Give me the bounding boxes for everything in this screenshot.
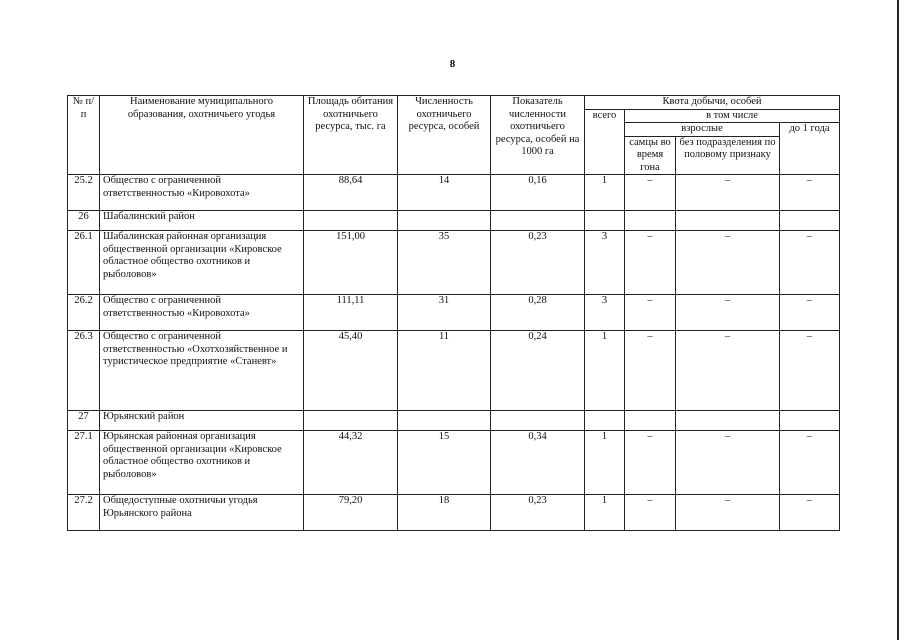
row-number-cell: 27 bbox=[68, 411, 100, 431]
row-nosex-cell: – bbox=[676, 431, 780, 495]
row-total-cell: 1 bbox=[585, 331, 625, 411]
table-row bbox=[68, 331, 840, 411]
row-total-cell: 1 bbox=[585, 175, 625, 211]
table-row bbox=[68, 175, 840, 211]
row-name-cell: Юрьянский район bbox=[100, 411, 304, 431]
quota-table bbox=[67, 95, 840, 531]
row-index-cell bbox=[491, 211, 585, 231]
row-total-cell bbox=[585, 211, 625, 231]
row-total-cell: 3 bbox=[585, 231, 625, 295]
row-total-cell: 3 bbox=[585, 295, 625, 331]
header-area: Площадь обитания охотничьего ресурса, тыс. га bbox=[304, 96, 398, 175]
row-males-cell: – bbox=[625, 295, 676, 331]
header-young: до 1 года bbox=[780, 123, 840, 175]
row-nosex-cell bbox=[676, 211, 780, 231]
row-young-cell: – bbox=[780, 175, 840, 211]
table-row bbox=[68, 495, 840, 531]
row-count-cell: 35 bbox=[398, 231, 491, 295]
row-young-cell bbox=[780, 211, 840, 231]
row-name-cell: Шабалинская районная организация общественной организации «Кировское областное общество охотников и рыболовов» bbox=[100, 231, 304, 295]
row-young-cell: – bbox=[780, 495, 840, 531]
row-area-cell: 111,11 bbox=[304, 295, 398, 331]
row-area-cell: 79,20 bbox=[304, 495, 398, 531]
row-count-cell: 31 bbox=[398, 295, 491, 331]
row-young-cell: – bbox=[780, 431, 840, 495]
row-males-cell: – bbox=[625, 231, 676, 295]
page-number: 8 bbox=[449, 58, 456, 70]
row-number-cell: 26.1 bbox=[68, 231, 100, 295]
row-males-cell: – bbox=[625, 431, 676, 495]
row-area-cell: 45,40 bbox=[304, 331, 398, 411]
row-count-cell: 11 bbox=[398, 331, 491, 411]
row-total-cell: 1 bbox=[585, 495, 625, 531]
row-nosex-cell: – bbox=[676, 231, 780, 295]
row-number-cell: 27.2 bbox=[68, 495, 100, 531]
table-row bbox=[68, 431, 840, 495]
row-count-cell bbox=[398, 411, 491, 431]
row-name-cell: Общество с ограниченной ответственностью «Кировохота» bbox=[100, 175, 304, 211]
table-row bbox=[68, 295, 840, 331]
header-nosex: без подразделения по половому признаку bbox=[676, 136, 780, 175]
row-index-cell: 0,23 bbox=[491, 495, 585, 531]
row-count-cell bbox=[398, 211, 491, 231]
row-males-cell: – bbox=[625, 331, 676, 411]
row-total-cell: 1 bbox=[585, 431, 625, 495]
row-number-cell: 25.2 bbox=[68, 175, 100, 211]
header-quota: Квота добычи, особей bbox=[585, 96, 840, 110]
row-name-cell: Общедоступные охотничьи угодья Юрьянского района bbox=[100, 495, 304, 531]
row-index-cell: 0,23 bbox=[491, 231, 585, 295]
row-number-cell: 26 bbox=[68, 211, 100, 231]
row-area-cell bbox=[304, 211, 398, 231]
row-nosex-cell bbox=[676, 411, 780, 431]
row-young-cell bbox=[780, 411, 840, 431]
row-area-cell: 151,00 bbox=[304, 231, 398, 295]
row-count-cell: 14 bbox=[398, 175, 491, 211]
row-number-cell: 27.1 bbox=[68, 431, 100, 495]
row-area-cell: 88,64 bbox=[304, 175, 398, 211]
row-nosex-cell: – bbox=[676, 331, 780, 411]
header-count: Численность охотничьего ресурса, особей bbox=[398, 96, 491, 175]
header-adults: взрослые bbox=[625, 123, 780, 137]
row-nosex-cell: – bbox=[676, 495, 780, 531]
row-index-cell bbox=[491, 411, 585, 431]
row-area-cell bbox=[304, 411, 398, 431]
row-total-cell bbox=[585, 411, 625, 431]
row-nosex-cell: – bbox=[676, 175, 780, 211]
row-young-cell: – bbox=[780, 295, 840, 331]
header-males: самцы во время гона bbox=[625, 136, 676, 175]
header-total: всего bbox=[585, 109, 625, 175]
row-count-cell: 15 bbox=[398, 431, 491, 495]
row-young-cell: – bbox=[780, 231, 840, 295]
row-count-cell: 18 bbox=[398, 495, 491, 531]
row-index-cell: 0,34 bbox=[491, 431, 585, 495]
row-index-cell: 0,24 bbox=[491, 331, 585, 411]
header-index: Показатель численности охотничьего ресурса, особей на 1000 га bbox=[491, 96, 585, 175]
row-males-cell bbox=[625, 211, 676, 231]
table-row bbox=[68, 411, 840, 431]
row-name-cell: Общество с ограниченной ответственностью «Охотхозяйственное и туристическое предприятие «Станевт» bbox=[100, 331, 304, 411]
row-name-cell: Шабалинский район bbox=[100, 211, 304, 231]
row-number-cell: 26.3 bbox=[68, 331, 100, 411]
row-index-cell: 0,16 bbox=[491, 175, 585, 211]
row-number-cell: 26.2 bbox=[68, 295, 100, 331]
row-males-cell bbox=[625, 411, 676, 431]
row-males-cell: – bbox=[625, 175, 676, 211]
table-row bbox=[68, 211, 840, 231]
table-body bbox=[68, 175, 840, 531]
header-including: в том числе bbox=[625, 109, 840, 123]
row-index-cell: 0,28 bbox=[491, 295, 585, 331]
row-males-cell: – bbox=[625, 495, 676, 531]
header-no: № п/п bbox=[68, 96, 100, 175]
header-name: Наименование муниципального образования, охотничьего угодья bbox=[100, 96, 304, 175]
scan-edge-line bbox=[897, 0, 899, 640]
row-name-cell: Общество с ограниченной ответственностью «Кировохота» bbox=[100, 295, 304, 331]
row-area-cell: 44,32 bbox=[304, 431, 398, 495]
table-row bbox=[68, 231, 840, 295]
row-nosex-cell: – bbox=[676, 295, 780, 331]
row-name-cell: Юрьянская районная организация общественной организации «Кировское областное общество охотников и рыболовов» bbox=[100, 431, 304, 495]
row-young-cell: – bbox=[780, 331, 840, 411]
